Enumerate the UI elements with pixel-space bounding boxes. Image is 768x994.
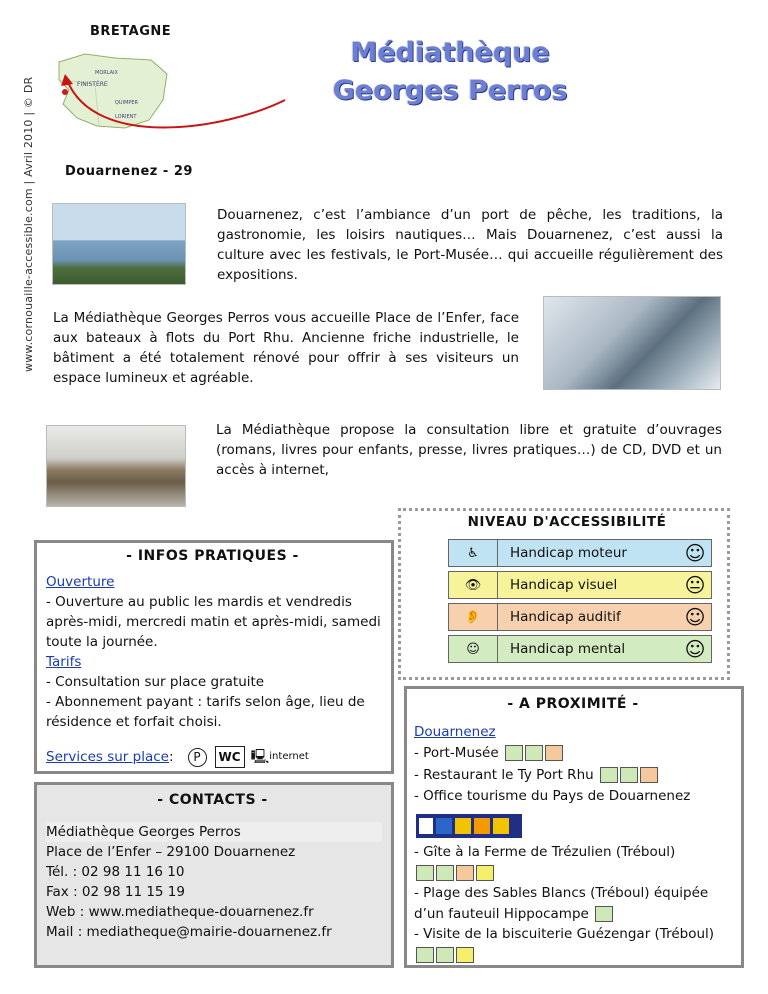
town-label: Douarnenez - 29 [65,164,193,179]
accessibility-row-auditif [448,603,712,631]
computer-icon: 🖳 [250,749,270,765]
accessibility-row-visuel [448,571,712,599]
head-icon [455,818,471,834]
wheelchair-icon [416,865,434,881]
wheelchair-icon [436,947,454,963]
contact-phone: Tél. : 02 98 11 16 10 [46,864,185,880]
title-line-2: Georges Perros [332,75,568,106]
smiley-icon: ☺ [684,605,706,629]
wheelchair-icon [436,818,452,834]
proximite-item-gite: - Gîte à la Ferme de Trézulien (Tréboul) [414,844,676,860]
accessibility-row-mental [448,635,712,663]
ear-icon [640,767,658,783]
ear-icon [456,865,474,881]
head-icon: ☺ [449,636,498,662]
title-line-1: Médiathèque [350,37,550,68]
eye-icon [476,865,494,881]
tarif-1: - Consultation sur place gratuite [46,674,265,690]
proximite-item-biscuiterie: - Visite de la biscuiterie Guézengar (Tréboul) [414,924,738,965]
accessibility-title: NIVEAU D'ACCESSIBILITÉ [467,514,667,530]
contact-mail[interactable]: Mail : mediatheque@mairie-douarnenez.fr [46,924,332,940]
infos-content [46,572,386,768]
accessibility-table [448,539,712,667]
smiley-icon: ☺ [684,637,706,661]
proximite-item-restaurant: - Restaurant le Ty Port Rhu [414,765,738,786]
infos-title: - INFOS PRATIQUES - [126,548,299,564]
wheelchair-icon: ♿ [449,540,498,566]
contacts-title: - CONTACTS - [157,792,268,808]
services-paragraph: La Médiathèque propose la consultation libre et gratuite d’ouvrages (romans, livres pour enfants, presse, livres pratiques…) de CD, DVD et un accès à internet, [216,422,722,478]
head-icon [416,947,434,963]
internet-label: internet [269,751,309,762]
harbour-photo [52,203,186,285]
tarif-2: - Abonnement payant : tarifs selon âge, lieu de résidence et forfait choisi. [46,694,365,730]
eye-icon [493,818,509,834]
ouverture-text: - Ouverture au public les mardis et vendredis après-midi, mercredi matin et après-midi, samedi toute la journée. [46,594,381,650]
proximite-item-plage: - Plage des Sables Blancs (Tréboul) équipée d’un fauteuil Hippocampe [414,885,709,922]
building-photo [543,296,721,390]
contact-name: Médiathèque Georges Perros [46,822,382,842]
neutral-face-icon: 😐 [684,573,706,597]
eye-icon: 👁 [449,572,498,598]
side-credit: www.cornouaille-accessible.com | Avril 2010 | © DR [22,76,35,372]
head-icon [436,865,454,881]
place-paragraph: La Médiathèque Georges Perros vous accueille Place de l’Enfer, face aux bateaux à flots du Port Rhu. Ancienne friche industrielle, le bâtiment a été totalement rénové pour offrir à ses visiteurs un espace lumineux et agréable. [53,310,519,386]
accessibility-row-moteur [448,539,712,567]
wc-icon: WC [215,746,245,768]
contact-fax: Fax : 02 98 11 15 19 [46,884,185,900]
accessibility-label: Handicap visuel [510,577,618,593]
proximite-gite-icons [414,863,738,884]
contact-address: Place de l’Enfer – 29100 Douarnenez [46,844,296,860]
accessibility-label: Handicap auditif [510,609,621,625]
wheelchair-icon [595,906,613,922]
accessibility-label: Handicap mental [510,641,626,657]
map-label-lorient: LORIENT [115,114,137,120]
ouverture-link[interactable]: Ouverture [46,574,115,590]
ear-icon [474,818,490,834]
map-label-morlaix: MORLAIX [95,70,118,76]
proximite-title: - A PROXIMITÉ - [507,696,639,712]
ear-icon: 👂 [449,604,498,630]
services-row [46,746,386,768]
interior-photo [46,425,186,507]
parking-icon: P [188,748,207,767]
smiley-icon: ☺ [684,541,706,565]
region-label: BRETAGNE [90,24,172,39]
services-link[interactable]: Services sur place [46,749,169,765]
eye-icon [456,947,474,963]
ear-icon [545,745,563,761]
tourisme-handicap-label [416,814,522,838]
contacts-list [46,822,382,942]
wheelchair-icon [505,745,523,761]
proximite-list [414,722,738,965]
head-icon [525,745,543,761]
wheelchair-icon [600,767,618,783]
tarifs-link[interactable]: Tarifs [46,654,82,670]
head-icon [620,767,638,783]
house-icon [419,818,433,834]
page-title [300,34,600,110]
intro-paragraph: Douarnenez, c’est l’ambiance d’un port de pêche, les traditions, la gastronomie, les loisirs nautiques… Mais Douarnenez, c’est aussi la culture avec les festivals, le Port-Musée… qui accueille régulièrement des expositions. [217,207,723,283]
proximite-item-port-musee: - Port-Musée [414,743,738,764]
location-arrow [55,40,295,150]
proximite-town[interactable]: Douarnenez [414,724,496,740]
contact-web[interactable]: Web : www.mediatheque-douarnenez.fr [46,904,314,920]
accessibility-label: Handicap moteur [510,545,627,561]
services-colon: : [168,749,174,765]
map-label-quimper: QUIMPER [115,100,139,106]
map-label-finistere: FINISTÈRE [77,81,108,88]
proximite-item-office: - Office tourisme du Pays de Douarnenez [414,787,691,804]
